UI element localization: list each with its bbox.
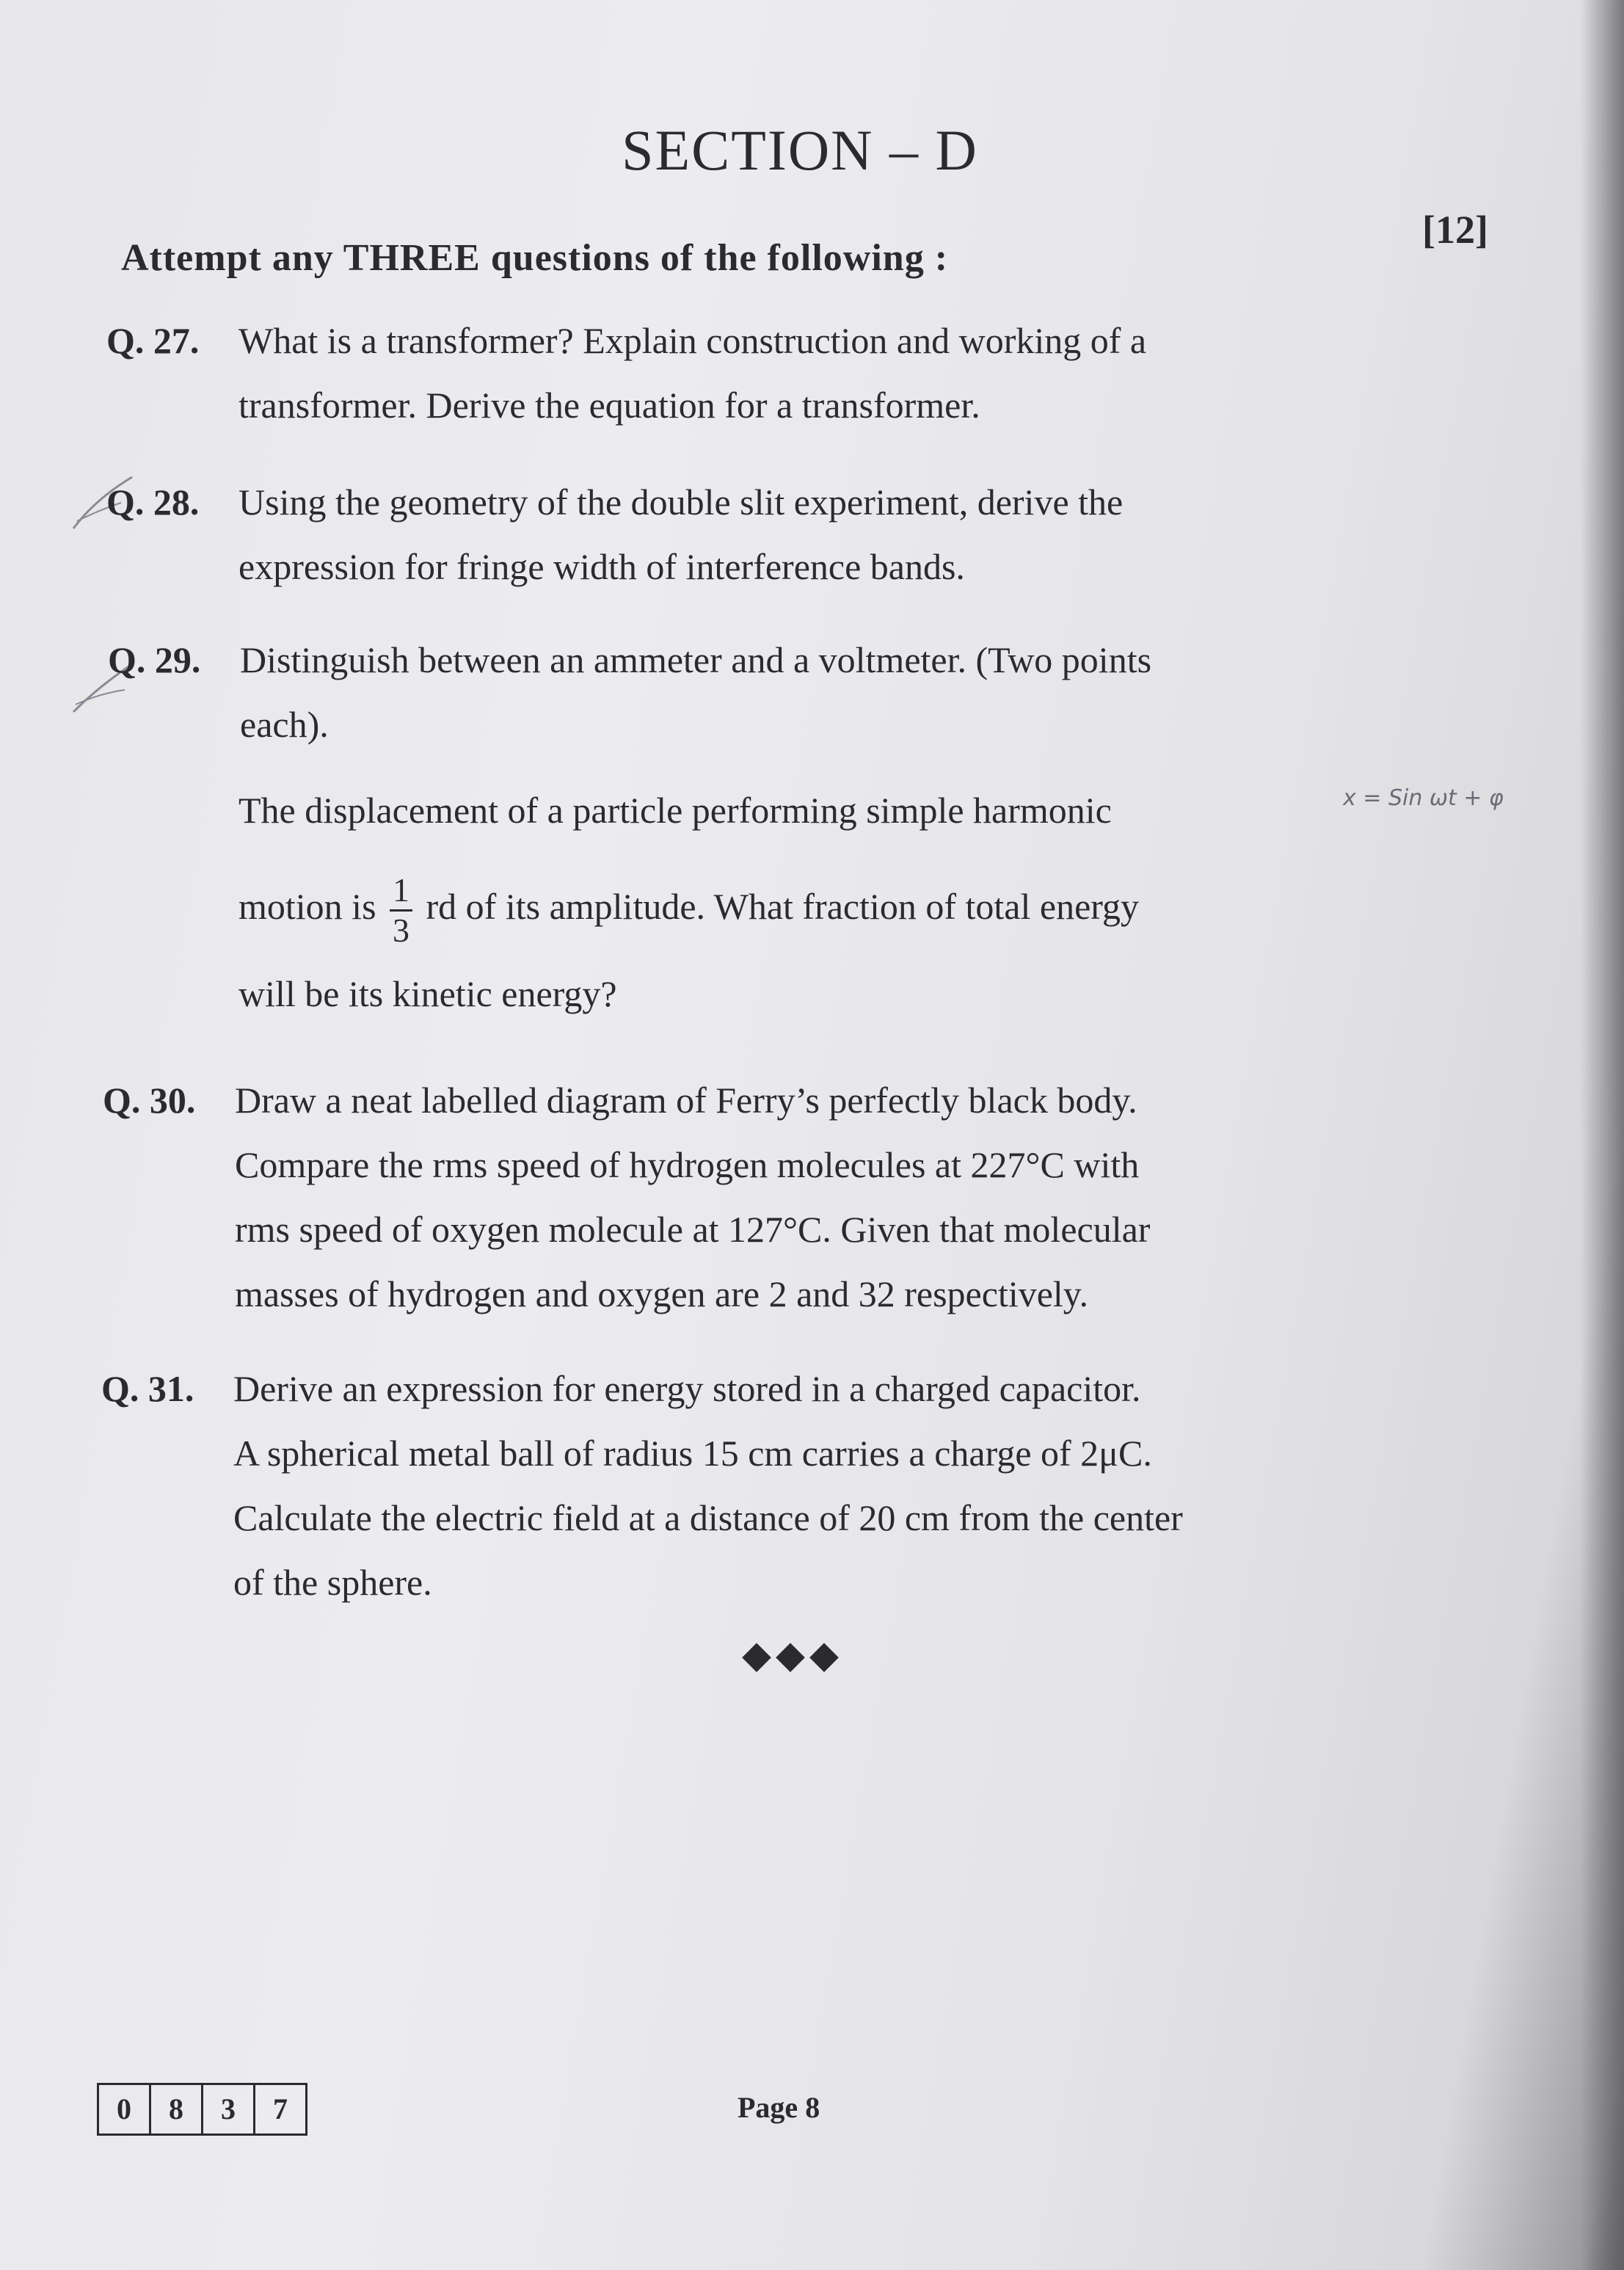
question-number: Q. 31. — [101, 1368, 194, 1409]
question-29-alternative — [238, 778, 1317, 1026]
question-line: Using the geometry of the double slit experiment, derive the — [238, 481, 1124, 523]
question-line: Compare the rms speed of hydrogen molecules at 227°C with — [235, 1144, 1140, 1185]
question-line: transformer. Derive the equation for a transformer. — [238, 385, 980, 426]
section-title: SECTION – D — [622, 118, 978, 182]
question-text — [238, 470, 1317, 599]
question-30 — [103, 1068, 1314, 1326]
question-29 — [108, 627, 1319, 757]
text-fragment: motion is — [238, 886, 376, 927]
question-line: rms speed of oxygen molecule at 127°C. Given that molecular — [235, 1209, 1151, 1250]
question-line: of the sphere. — [233, 1562, 432, 1603]
paper-code-digit: 3 — [203, 2085, 255, 2133]
question-31 — [101, 1356, 1312, 1615]
question-line: Derive an expression for energy stored in a charged capacitor. — [233, 1368, 1141, 1409]
question-line: Calculate the electric field at a distance of 20 cm from the center — [233, 1497, 1183, 1538]
paper-code-boxes — [97, 2083, 307, 2136]
question-text — [235, 1068, 1314, 1326]
section-marks: [12] — [1422, 208, 1488, 252]
question-line: A spherical metal ball of radius 15 cm carries a charge of 2μC. — [233, 1433, 1152, 1474]
handwritten-note: x = Sin ωt + φ — [1343, 785, 1504, 811]
instructions-text: Attempt any THREE questions of the following : — [121, 237, 949, 279]
paper-code-digit: 7 — [273, 2092, 288, 2125]
fraction-one-third — [390, 871, 412, 950]
question-text — [238, 308, 1317, 437]
question-number: Q. 28. — [106, 481, 200, 523]
fraction-numerator: 1 — [390, 871, 412, 912]
question-line: Draw a neat labelled diagram of Ferry’s perfectly black body. — [235, 1080, 1137, 1121]
question-number: Q. 29. — [108, 639, 201, 680]
question-line: will be its kinetic energy? — [238, 973, 617, 1014]
question-number: Q. 30. — [103, 1080, 196, 1121]
question-line — [238, 851, 1317, 961]
paper-code-digit: 0 — [99, 2085, 151, 2133]
question-line: What is a transformer? Explain construction and working of a — [238, 320, 1147, 361]
fraction-denominator: 3 — [393, 912, 410, 950]
question-line: The displacement of a particle performing simple harmonic — [238, 790, 1112, 831]
question-number: Q. 27. — [106, 320, 200, 361]
paper-code-digit: 8 — [151, 2085, 203, 2133]
question-28 — [106, 470, 1317, 599]
end-of-section-marker: ◆◆◆ — [742, 1633, 843, 1677]
question-line: Distinguish between an ammeter and a voltmeter. (Two points — [240, 639, 1152, 680]
question-text — [240, 627, 1319, 757]
question-line: each). — [240, 704, 329, 745]
question-text — [233, 1356, 1312, 1615]
question-line: masses of hydrogen and oxygen are 2 and 32 respectively. — [235, 1273, 1089, 1314]
question-27 — [106, 308, 1317, 437]
text-fragment: rd of its amplitude. What fraction of total energy — [426, 886, 1140, 927]
question-line: expression for fringe width of interference bands. — [238, 546, 965, 587]
page-number: Page 8 — [738, 2091, 820, 2124]
